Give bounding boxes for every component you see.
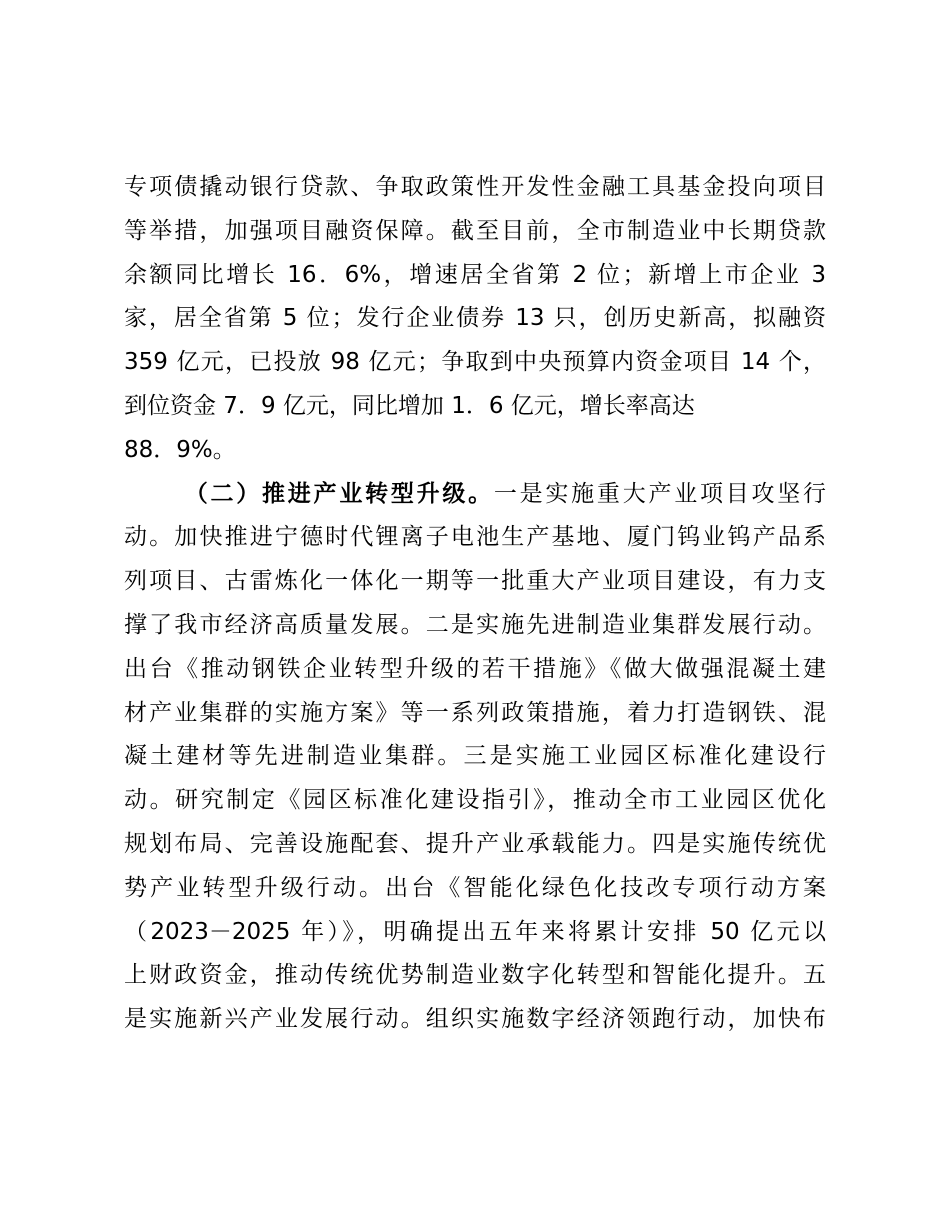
text-line: 家，居全省第 5 位；发行企业债券 13 只，创历史新高，拟融资 bbox=[124, 305, 826, 332]
document-page bbox=[124, 166, 826, 1042]
text-line: 列项目、古雷炼化一体化一期等一批重大产业项目建设，有力支 bbox=[124, 568, 826, 595]
text-run: 一是实施重大产业项目攻坚行 bbox=[493, 480, 826, 507]
text-line: 到位资金 7．9 亿元，同比增加 1．6 亿元，增长率高达 bbox=[124, 392, 695, 419]
paragraph-first-line bbox=[124, 473, 826, 517]
text-line: 材产业集群的实施方案》等一系列政策措施，着力打造钢铁、混 bbox=[124, 699, 826, 726]
paragraph-financing bbox=[124, 166, 826, 473]
text-line: 凝土建材等先进制造业集群。三是实施工业园区标准化建设行 bbox=[124, 743, 826, 770]
text-line: 359 亿元，已投放 98 亿元；争取到中央预算内资金项目 14 个， bbox=[124, 349, 826, 376]
text-line: 势产业转型升级行动。出台《智能化绿色化技改专项行动方案 bbox=[124, 874, 826, 901]
text-line: 等举措，加强项目融资保障。截至目前，全市制造业中长期贷款 bbox=[124, 217, 826, 244]
text-line: 动。加快推进宁德时代锂离子电池生产基地、厦门钨业钨产品系 bbox=[124, 524, 826, 551]
paragraph-industry-upgrade bbox=[124, 473, 826, 1042]
text-line: （2023－2025 年）》，明确提出五年来将累计安排 50 亿元以 bbox=[124, 918, 826, 945]
text-line: 是实施新兴产业发展行动。组织实施数字经济领跑行动，加快布 bbox=[124, 1006, 826, 1033]
text-line: 88．9%。 bbox=[124, 436, 236, 463]
text-line: 余额同比增长 16．6%，增速居全省第 2 位；新增上市企业 3 bbox=[124, 261, 826, 288]
text-line: 撑了我市经济高质量发展。二是实施先进制造业集群发展行动。 bbox=[124, 611, 826, 638]
text-line: 专项债撬动银行贷款、争取政策性开发性金融工具基金投向项目 bbox=[124, 174, 826, 200]
text-line: 上财政资金，推动传统优势制造业数字化转型和智能化提升。五 bbox=[124, 962, 826, 989]
text-line: 动。研究制定《园区标准化建设指引》，推动全市工业园区优化 bbox=[124, 787, 826, 814]
text-line: 规划布局、完善设施配套、提升产业承载能力。四是实施传统优 bbox=[124, 830, 826, 857]
section-heading: （二）推进产业转型升级。 bbox=[182, 480, 494, 507]
text-line: 出台《推动钢铁企业转型升级的若干措施》《做大做强混凝土建 bbox=[124, 655, 826, 682]
